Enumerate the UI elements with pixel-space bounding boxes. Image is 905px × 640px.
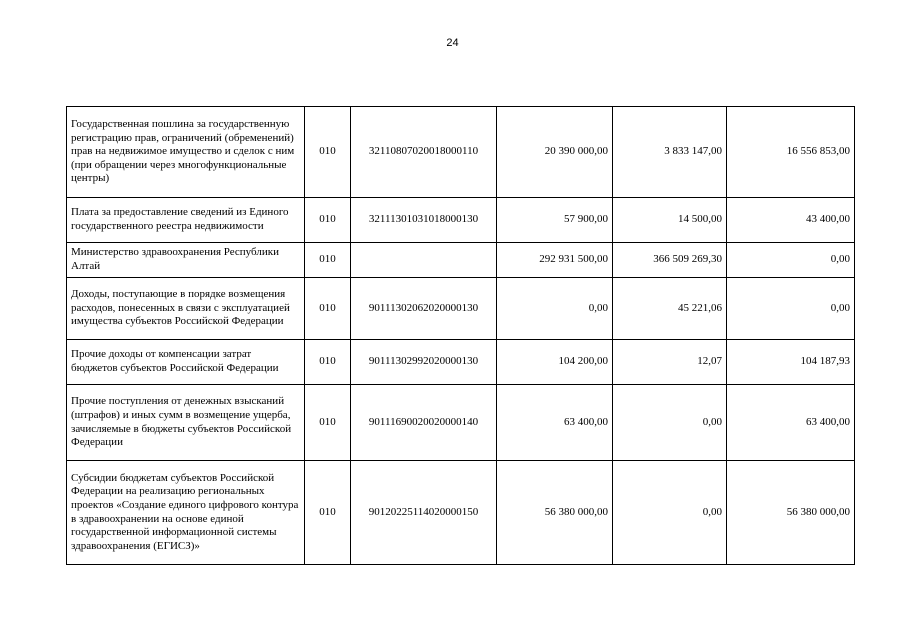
table-row <box>67 243 855 278</box>
row-code: 010 <box>305 461 351 565</box>
row-amount-planned: 292 931 500,00 <box>497 243 613 278</box>
row-amount-executed: 3 833 147,00 <box>613 107 727 198</box>
row-code: 010 <box>305 385 351 461</box>
row-amount-executed: 45 221,06 <box>613 278 727 340</box>
row-amount-planned: 57 900,00 <box>497 198 613 243</box>
row-amount-planned: 20 390 000,00 <box>497 107 613 198</box>
row-kbk: 32110807020018000110 <box>351 107 497 198</box>
row-name: Прочие доходы от компенсации затрат бюджетов субъектов Российской Федерации <box>67 340 305 385</box>
row-kbk <box>351 243 497 278</box>
row-code: 010 <box>305 243 351 278</box>
row-amount-remaining: 56 380 000,00 <box>727 461 855 565</box>
row-kbk: 32111301031018000130 <box>351 198 497 243</box>
table-row <box>67 107 855 198</box>
row-amount-remaining: 0,00 <box>727 243 855 278</box>
row-kbk: 90120225114020000150 <box>351 461 497 565</box>
table-row <box>67 198 855 243</box>
row-amount-executed: 0,00 <box>613 461 727 565</box>
row-name: Министерство здравоохранения Республики Алтай <box>67 243 305 278</box>
revenue-table <box>66 106 855 565</box>
row-kbk: 90111302062020000130 <box>351 278 497 340</box>
table-row <box>67 278 855 340</box>
row-amount-executed: 366 509 269,30 <box>613 243 727 278</box>
row-code: 010 <box>305 107 351 198</box>
row-amount-planned: 56 380 000,00 <box>497 461 613 565</box>
row-kbk: 90111302992020000130 <box>351 340 497 385</box>
row-amount-executed: 0,00 <box>613 385 727 461</box>
row-name: Прочие поступления от денежных взысканий (штрафов) и иных сумм в возмещение ущерба, зачисляемые в бюджеты субъектов Российской Федерации <box>67 385 305 461</box>
row-amount-planned: 63 400,00 <box>497 385 613 461</box>
table-row <box>67 461 855 565</box>
row-kbk: 90111690020020000140 <box>351 385 497 461</box>
page-number: 24 <box>446 37 459 49</box>
row-amount-remaining: 104 187,93 <box>727 340 855 385</box>
table-row <box>67 385 855 461</box>
row-name: Государственная пошлина за государственную регистрацию прав, ограничений (обременений) прав на недвижимое имущество и сделок с ним (при обращении через многофункциональные центры) <box>67 107 305 198</box>
row-amount-planned: 104 200,00 <box>497 340 613 385</box>
row-code: 010 <box>305 278 351 340</box>
row-amount-remaining: 63 400,00 <box>727 385 855 461</box>
table-row <box>67 340 855 385</box>
row-amount-remaining: 43 400,00 <box>727 198 855 243</box>
row-amount-planned: 0,00 <box>497 278 613 340</box>
row-name: Доходы, поступающие в порядке возмещения расходов, понесенных в связи с эксплуатацией имущества субъектов Российской Федерации <box>67 278 305 340</box>
row-code: 010 <box>305 198 351 243</box>
row-amount-remaining: 0,00 <box>727 278 855 340</box>
row-name: Субсидии бюджетам субъектов Российской Федерации на реализацию региональных проектов «Создание единого цифрового контура в здравоохранении на основе единой государственной информационной системы здравоохранения (ЕГИСЗ)» <box>67 461 305 565</box>
row-code: 010 <box>305 340 351 385</box>
row-name: Плата за предоставление сведений из Единого государственного реестра недвижимости <box>67 198 305 243</box>
row-amount-remaining: 16 556 853,00 <box>727 107 855 198</box>
row-amount-executed: 12,07 <box>613 340 727 385</box>
row-amount-executed: 14 500,00 <box>613 198 727 243</box>
